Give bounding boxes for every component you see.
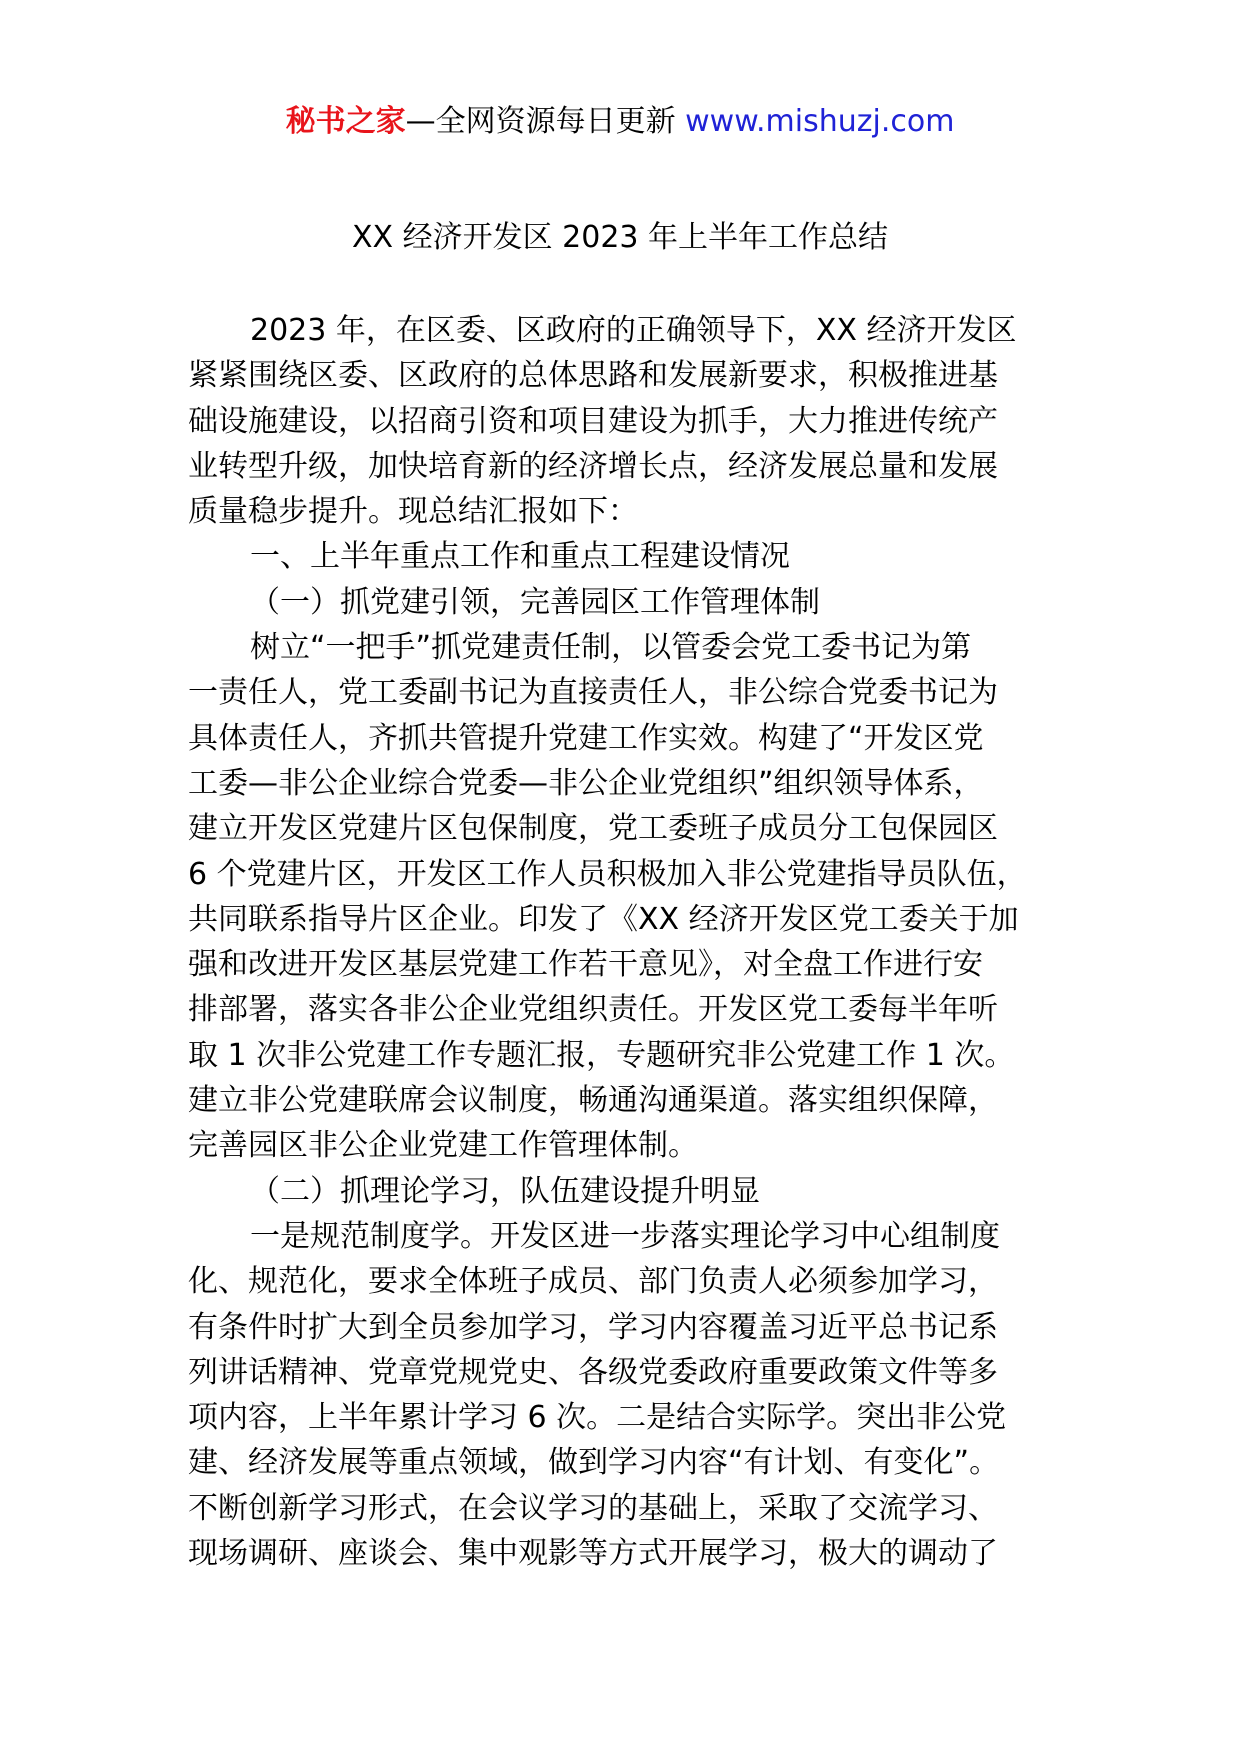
paragraph-line: 树立“一把手”抓党建责任制，以管委会党工委书记为第	[250, 630, 972, 666]
paragraph-line: 一责任人，党工委副书记为直接责任人，非公综合党委书记为	[188, 675, 998, 711]
paragraph-line: 建立开发区党建片区包保制度，党工委班子成员分工包保园区	[188, 811, 998, 847]
paragraph-line: 业转型升级，加快培育新的经济增长点，经济发展总量和发展	[188, 448, 998, 484]
paragraph-line: 项内容，上半年累计学习 6 次。二是结合实际学。突出非公党	[188, 1400, 1007, 1436]
paragraph-line: 紧紧围绕区委、区政府的总体思路和发展新要求，积极推进基	[188, 358, 998, 394]
paragraph-line: 排部署，落实各非公企业党组织责任。开发区党工委每半年听	[188, 992, 998, 1028]
site-banner	[0, 100, 1240, 144]
paragraph-line: 取 1 次非公党建工作专题汇报，专题研究非公党建工作 1 次。	[188, 1037, 1015, 1073]
paragraph-line: 建、经济发展等重点领域，做到学习内容“有计划、有变化”。	[188, 1445, 1000, 1481]
paragraph-line: 具体责任人，齐抓共管提升党建工作实效。构建了“开发区党	[188, 720, 984, 756]
paragraph-line: 建立非公党建联席会议制度，畅通沟通渠道。落实组织保障，	[188, 1083, 998, 1119]
paragraph-line: 列讲话精神、党章党规党史、各级党委政府重要政策文件等多	[188, 1354, 998, 1390]
document-body	[188, 308, 1070, 1576]
paragraph-line: 共同联系指导片区企业。印发了《XX 经济开发区党工委关于加	[188, 901, 1019, 937]
paragraph-line: 础设施建设，以招商引资和项目建设为抓手，大力推进传统产	[188, 403, 998, 439]
paragraph-line: 质量稳步提升。现总结汇报如下：	[188, 494, 638, 530]
site-tagline: —全网资源每日更新	[405, 104, 686, 139]
site-url-link[interactable]: www.mishuzj.com	[685, 104, 955, 139]
section-heading: 一、上半年重点工作和重点工程建设情况	[250, 539, 790, 575]
paragraph-line: 有条件时扩大到全员参加学习，学习内容覆盖习近平总书记系	[188, 1309, 998, 1345]
paragraph-line: 一是规范制度学。开发区进一步落实理论学习中心组制度	[250, 1218, 1000, 1254]
paragraph-line: 2023 年，在区委、区政府的正确领导下，XX 经济开发区	[250, 313, 1017, 348]
subsection-heading: （一）抓党建引领，完善园区工作管理体制	[250, 584, 820, 620]
paragraph-line: 完善园区非公企业党建工作管理体制。	[188, 1128, 698, 1164]
site-brand: 秘书之家	[285, 104, 406, 139]
paragraph-line: 工委—非公企业综合党委—非公企业党组织”组织领导体系，	[188, 765, 984, 801]
paragraph-line: 现场调研、座谈会、集中观影等方式开展学习，极大的调动了	[188, 1536, 998, 1572]
paragraph-line: 6 个党建片区，开发区工作人员积极加入非公党建指导员队伍，	[188, 856, 1027, 892]
document-title: XX 经济开发区 2023 年上半年工作总结	[351, 220, 889, 255]
paragraph-line: 不断创新学习形式，在会议学习的基础上，采取了交流学习、	[188, 1490, 998, 1526]
paragraph-line: 强和改进开发区基层党建工作若干意见》，对全盘工作进行安	[188, 947, 983, 983]
subsection-heading: （二）抓理论学习，队伍建设提升明显	[250, 1173, 760, 1209]
paragraph-line: 化、规范化，要求全体班子成员、部门负责人必须参加学习，	[188, 1264, 998, 1300]
